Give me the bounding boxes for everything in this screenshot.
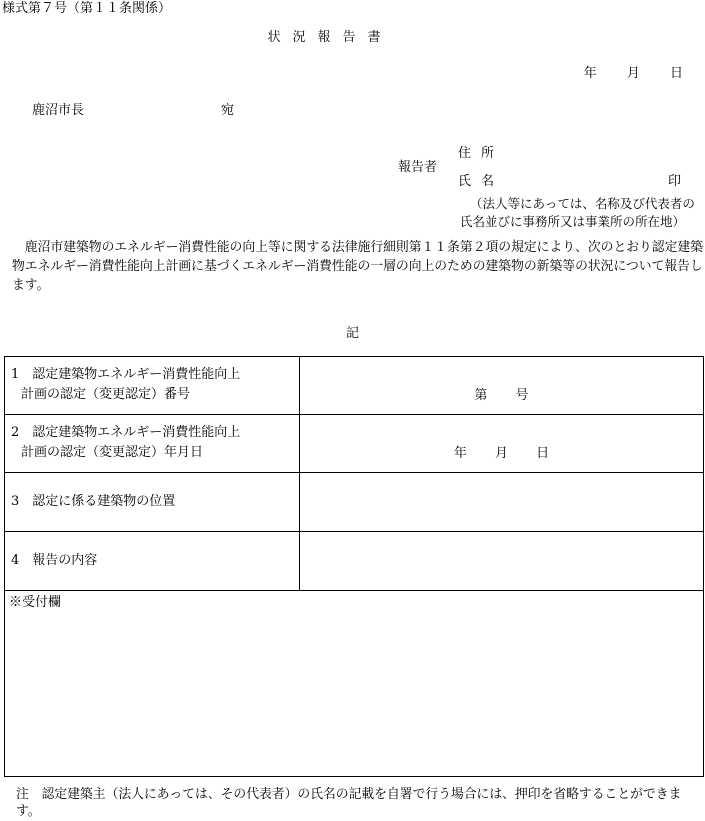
row-label-line2: 計画の認定（変更認定）番号 [21,387,191,402]
reporter-label: 報告者 [398,160,438,175]
row-label-line1: 1 認定建築物エネルギー消費性能向上 [11,367,241,382]
receipt-cell [5,591,704,777]
receipt-label: ※受付欄 [9,595,62,610]
table-row [5,473,704,532]
reporter-note-line2: 氏名並びに事務所又は事業所の所在地） [460,214,686,229]
label-cell [5,357,300,415]
form-number: 様式第７号（第１１条関係） [2,1,172,16]
row-label-line1: 2 認定建築物エネルギー消費性能向上 [11,425,241,440]
table-row [5,532,704,591]
label-cell [5,415,300,473]
intro-paragraph: 鹿沼市建築物のエネルギー消費性能の向上等に関する法律施行細則第１１条第２項の規定により、次のとおり認定建築物エネルギー消費性能向上計画に基づくエネルギー消費性能の一層の向上のための建築物の新築等の状況について報告します。 [12,240,704,293]
address-label: 住所 [458,146,505,161]
certification-number-value: 第 号 [474,388,529,403]
label-cell [5,532,300,591]
table-row [5,415,704,473]
label-cell [5,473,300,532]
document-title: 状況報告書 [267,30,393,45]
certification-date-value: 年 月 日 [453,446,550,461]
row-label-line2: 計画の認定（変更認定）年月日 [21,445,204,460]
name-label: 氏名 [458,174,505,189]
value-cell[interactable] [300,415,704,473]
report-table [4,356,704,777]
footnote: 注 認定建築主（法人にあっては、その代表者）の氏名の記載を自署で行う場合には、押印を省略することができます。 [16,787,682,819]
addressee-suffix: 宛 [221,103,235,118]
date-line: 年 月 日 [583,66,683,81]
row-label: 3 認定に係る建築物の位置 [11,494,176,509]
seal-mark: 印 [668,174,682,189]
building-location-cell[interactable] [300,473,704,532]
ki-heading: 記 [345,326,359,341]
report-content-cell[interactable] [300,532,704,591]
row-label: 4 報告の内容 [11,553,98,568]
addressee-name: 鹿沼市長 [32,103,85,118]
table-row [5,591,704,777]
reporter-note-line1: （法人等にあっては、名称及び代表者の [470,196,695,211]
table-row [5,357,704,415]
value-cell[interactable] [300,357,704,415]
